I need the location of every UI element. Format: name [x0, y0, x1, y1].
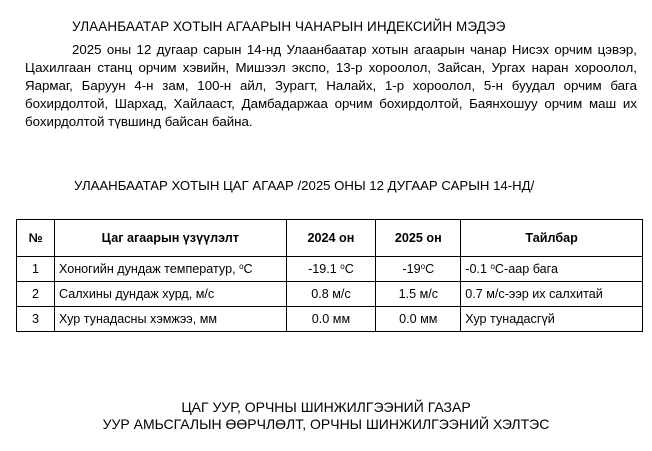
footer-agency: ЦАГ УУР, ОРЧНЫ ШИНЖИЛГЭЭНИЙ ГАЗАР: [181, 399, 471, 415]
col-header-note: Тайлбар: [461, 220, 643, 257]
col-header-2024: 2024 он: [286, 220, 376, 257]
table-header-row: [17, 220, 643, 257]
table-row: [17, 282, 643, 307]
row-indicator: Хоногийн дундаж температур, $^о$С: [54, 257, 286, 282]
table-row: [17, 257, 643, 282]
row-indicator: Салхины дундаж хурд, м/с: [54, 282, 286, 307]
row-value-2025: 0.0 мм: [376, 307, 461, 332]
col-header-2025: 2025 он: [376, 220, 461, 257]
row-value-2024: 0.0 мм: [286, 307, 376, 332]
row-note: 0.7 м/с-ээр их салхитай: [461, 282, 643, 307]
row-note: -0.1 $^о$С-аар бага: [461, 257, 643, 282]
document-title: УЛААНБААТАР ХОТЫН АГААРЫН ЧАНАРЫН ИНДЕКСИЙН МЭДЭЭ: [72, 19, 506, 34]
row-number: 2: [17, 282, 55, 307]
row-note: Хур тунадасгүй: [461, 307, 643, 332]
row-indicator: Хур тунадасны хэмжээ, мм: [54, 307, 286, 332]
col-header-indicator: Цаг агаарын үзүүлэлт: [54, 220, 286, 257]
footer-department: УУР АМЬСГАЛЫН ӨӨРЧЛӨЛТ, ОРЧНЫ ШИНЖИЛГЭЭНИЙ ХЭЛТЭС: [102, 416, 550, 432]
row-value-2024: -19.1 $^о$С: [286, 257, 376, 282]
air-quality-paragraph: 2025 оны 12 дугаар сарын 14-нд Улаанбаатар хотын агаарын чанар Нисэх орчим цэвэр, Цахилгаан станц орчим хэвийн, Мишээл экспо, 13-р хороолол, Зайсан, Ургах наран хороолол, Яармаг, Баруун 4-н зам, 100-н айл, Зурагт, Налайх, 1-р хороолол, 5-н буудал орчим бага бохирдолтой, Шархад, Хайлааст, Дамбадаржаа орчим бохирдолтой, Баянхошуу орчим маш их бохирдолтой түвшинд байсан байна.: [25, 42, 637, 129]
row-number: 3: [17, 307, 55, 332]
row-value-2025: $-19^оС$: [376, 257, 461, 282]
row-value-2024: 0.8 м/с: [286, 282, 376, 307]
row-number: 1: [17, 257, 55, 282]
row-value-2025: 1.5 м/с: [376, 282, 461, 307]
weather-subtitle: УЛААНБААТАР ХОТЫН ЦАГ АГААР /2025 ОНЫ 12 ДУГААР САРЫН 14-НД/: [74, 178, 535, 193]
weather-table: [16, 219, 643, 332]
table-row: [17, 307, 643, 332]
col-header-number: №: [17, 220, 55, 257]
